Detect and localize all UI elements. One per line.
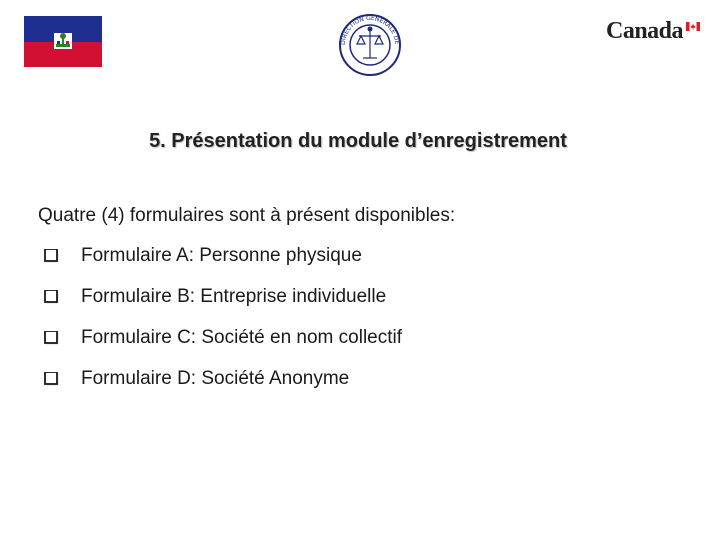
list-item-label: Formulaire D: Société Anonyme bbox=[81, 368, 350, 389]
list-item bbox=[42, 284, 402, 325]
coat-of-arms-icon bbox=[54, 33, 72, 49]
canada-flag-icon bbox=[686, 18, 700, 27]
form-list bbox=[42, 243, 402, 407]
canada-wordmark: Canada bbox=[606, 18, 684, 44]
hollow-square-bullet-icon bbox=[44, 371, 60, 388]
haiti-flag-logo bbox=[24, 16, 102, 67]
list-item bbox=[42, 243, 402, 284]
list-item bbox=[42, 325, 402, 366]
svg-text:DIRECTION GÉNÉRALE DES IMPÔTS: DIRECTION GÉNÉRALE DE bbox=[339, 14, 401, 46]
hollow-square-bullet-icon bbox=[44, 289, 60, 306]
intro-text: Quatre (4) formulaires sont à présent disponibles: bbox=[38, 205, 456, 226]
dgi-seal-logo bbox=[333, 14, 407, 76]
list-item bbox=[42, 366, 402, 407]
list-item-label: Formulaire C: Société en nom collectif bbox=[81, 327, 403, 348]
list-item-label: Formulaire A: Personne physique bbox=[81, 245, 362, 266]
hollow-square-bullet-icon bbox=[44, 330, 60, 347]
slide-title: 5. Présentation du module d’enregistrement bbox=[149, 130, 567, 152]
hollow-square-bullet-icon bbox=[44, 248, 60, 265]
list-item-label: Formulaire B: Entreprise individuelle bbox=[81, 286, 387, 307]
canada-wordmark-logo bbox=[606, 16, 698, 46]
